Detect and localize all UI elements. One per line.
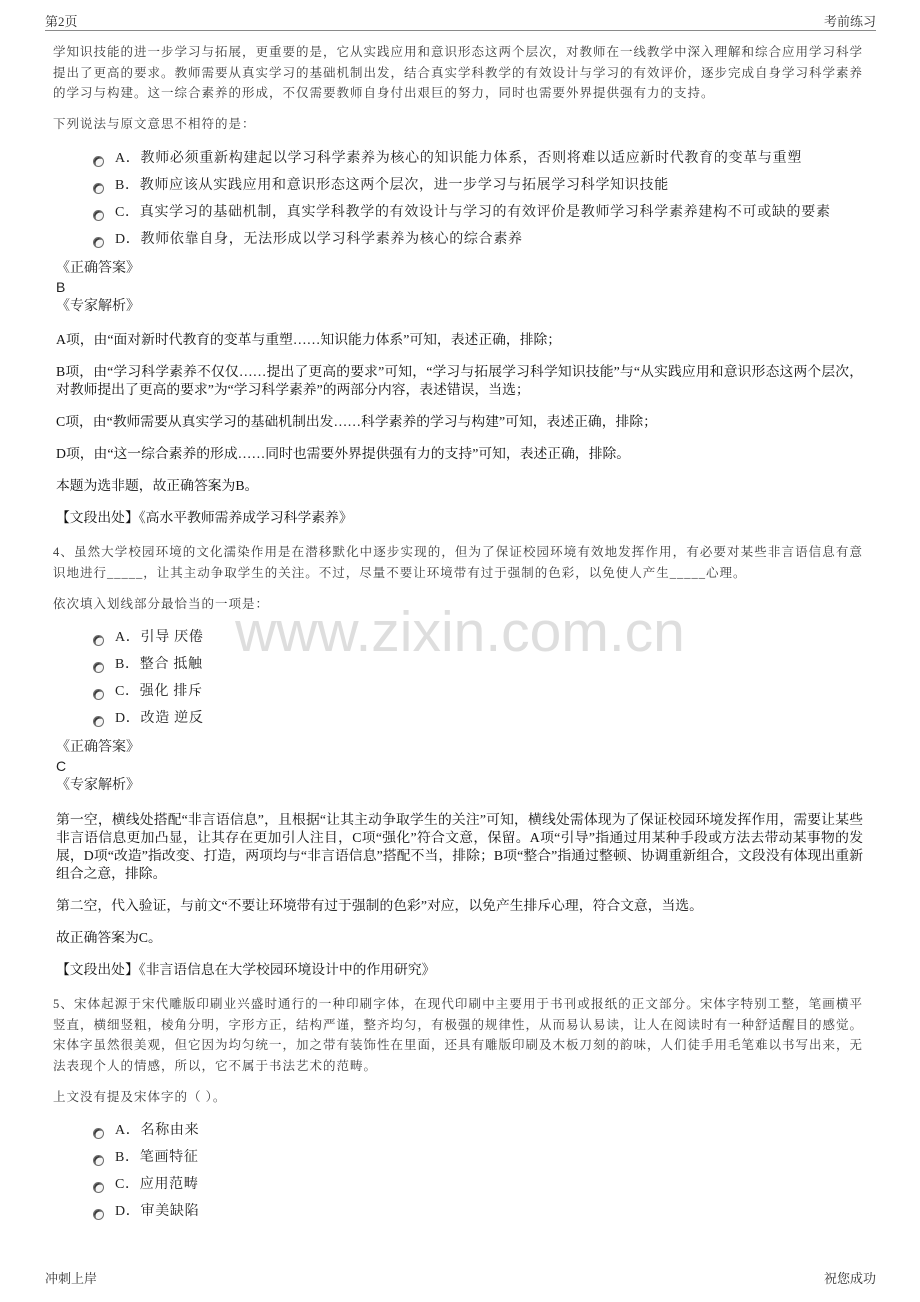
analysis-conclusion: 本题为选非题，故正确答案为B。 [56,478,259,494]
option-list [53,1117,863,1225]
radio-button[interactable] [93,237,104,248]
option-c[interactable] [93,678,863,705]
question-stem: 学知识技能的进一步学习与拓展，更重要的是，它从实践应用和意识形态这两个层次，对教师在一线教学中深入理解和综合应用学习科学提出了更高的要求。教师需要从真实学习的基础机制出发，结合真实学科教学的有效设计与学习的有效评价，逐步完成自身学习科学素养的学习与构建。这一综合素养的形成，不仅需要教师自身付出艰巨的努力，同时也需要外界提供强有力的支持。 [53,45,864,101]
option-text: 名称由来 [140,1123,200,1139]
page-footer [45,1270,876,1287]
question-stem: 4、虽然大学校园环境的文化濡染作用是在潜移默化中逐步实现的，但为了保证校园环境有效地发挥作用，有必要对某些非言语信息有意识地进行_____，让其主动争取学生的关注。不过，尽量不要让环境带有过于强制的色彩，以免使人产生_____心理。 [53,545,863,580]
option-text: 笔画特征 [139,1150,199,1166]
option-letter: B． [115,177,140,193]
radio-button[interactable] [93,662,104,673]
option-text: 教师必须重新构建起以学习科学素养为核心的知识能力体系，否则将难以适应新时代教育的变革与重塑 [140,150,803,166]
question-continued [53,42,863,527]
radio-button[interactable] [93,1128,104,1139]
analysis-paragraph: C项，由“教师需要从真实学习的基础机制出发……科学素养的学习与构建”可知，表述正确，排除； [56,414,657,430]
analysis-paragraph: A项，由“面对新时代教育的变革与重塑……知识能力体系”可知，表述正确，排除； [56,332,562,348]
source-label: 【文段出处】 [56,510,139,526]
option-text: 改造 逆反 [140,711,204,727]
option-letter: B． [115,1150,140,1166]
option-text: 引导 厌倦 [140,630,204,646]
question-prompt: 下列说法与原文意思不相符的是： [53,117,256,132]
radio-button[interactable] [93,689,104,700]
option-a[interactable] [93,145,863,172]
radio-button[interactable] [93,1209,104,1220]
analysis-conclusion: 故正确答案为C。 [56,929,162,945]
analysis-label: 《专家解析》 [56,298,140,314]
radio-button[interactable] [93,210,104,221]
option-d[interactable] [93,226,863,253]
footer-left-text: 冲刺上岸 [45,1271,98,1286]
answer-block [53,259,863,316]
analysis-paragraph: D项，由“这一综合素养的形成……同时也需要外界提供强有力的支持”可知，表述正确，排除。 [56,446,631,462]
option-text: 教师应该从实践应用和意识形态这两个层次，进一步学习与拓展学习科学知识技能 [139,177,669,193]
expert-analysis [53,331,863,527]
analysis-label: 《专家解析》 [56,778,140,794]
correct-answer: B [56,278,66,295]
option-letter: C． [115,204,140,220]
option-d[interactable] [93,705,863,732]
analysis-paragraph: 第一空，横线处搭配“非言语信息”，且根据“让其主动争取学生的关注”可知，横线处需体现为了保证校园环境发挥作用，需要让某些非言语信息更加凸显，让其存在更加引人注目，C项“强化”符合文意，保留。A项“引导”指通过用某种手段或方法去带动某事物的发展，D项“改造”指改变、打造，两项均与“非言语信息”搭配不当，排除；B项“整合”指通过整顿、协调重新组合，文段没有体现出重新组合之意，排除。 [56,811,863,881]
question-5 [53,994,863,1225]
question-prompt: 上文没有提及宋体字的（ ）。 [53,1089,227,1104]
radio-button[interactable] [93,1182,104,1193]
header-title: 考前练习 [823,14,876,29]
option-b[interactable] [93,172,863,199]
analysis-paragraph: B项，由“学习科学素养不仅仅……提出了更高的要求”可知，“学习与拓展学习科学知识技能”与“从实践应用和意识形态这两个层次，对教师提出了更高的要求”为“学习科学素养”的两部分内容，表述错误，当选； [56,364,863,398]
option-letter: D． [115,231,141,247]
radio-button[interactable] [93,156,104,167]
radio-button[interactable] [93,635,104,646]
radio-button[interactable] [93,716,104,727]
option-c[interactable] [93,199,863,226]
option-c[interactable] [93,1171,863,1198]
question-stem: 5、宋体起源于宋代雕版印刷业兴盛时通行的一种印刷字体，在现代印刷中主要用于书刊或报纸的正文部分。宋体字特别工整，笔画横平竖直，横细竖粗，棱角分明，字形方正，结构严谨，整齐均匀，有极强的规律性，从而易认易读，让人在阅读时有一种舒适醒目的感觉。宋体字虽然很美观，但它因为均匀统一，加之带有装饰性在里面，还具有雕版印刷及木板刀刻的韵味，人们徒手用毛笔难以书写出来，无法表现个人的情感，所以，它不属于书法艺术的范畴。 [53,996,864,1073]
correct-answer: C [56,758,67,775]
answer-label: 《正确答案》 [56,260,140,276]
option-text: 审美缺陷 [140,1204,200,1220]
option-text: 整合 抵触 [139,657,203,673]
page-header [45,13,876,31]
footer-right-text: 祝您成功 [823,1271,876,1286]
answer-block [53,738,863,795]
radio-button[interactable] [93,183,104,194]
option-b[interactable] [93,651,863,678]
option-letter: C． [115,1177,140,1193]
answer-label: 《正确答案》 [56,740,140,756]
source-title: 《高水平教师需养成学习科学素养》 [138,510,353,526]
option-letter: A． [115,1123,141,1139]
option-letter: A． [115,630,141,646]
option-letter: A． [115,150,141,166]
source-label: 【文段出处】 [56,961,139,977]
page-content [53,42,863,1225]
source-line [56,509,863,527]
option-list [53,624,863,732]
source-line [56,961,863,979]
option-text: 强化 排斥 [139,684,203,700]
option-text: 真实学习的基础机制，真实学科教学的有效设计与学习的有效评价是教师学习科学素养建构不可或缺的要素 [139,204,831,220]
option-text: 应用范畴 [139,1177,199,1193]
option-a[interactable] [93,1117,863,1144]
option-text: 教师依靠自身，无法形成以学习科学素养为核心的综合素养 [140,231,523,247]
option-d[interactable] [93,1198,863,1225]
watermark: www.zixin.com.cn [235,600,685,664]
radio-button[interactable] [93,1155,104,1166]
option-letter: D． [115,1204,141,1220]
option-a[interactable] [93,624,863,651]
question-prompt: 依次填入划线部分最恰当的一项是： [53,596,270,611]
option-b[interactable] [93,1144,863,1171]
question-4 [53,542,863,979]
option-list [53,145,863,253]
option-letter: C． [115,684,140,700]
source-title: 《非言语信息在大学校园环境设计中的作用研究》 [138,961,436,977]
page-number: 第2页 [45,14,78,29]
expert-analysis [53,811,863,979]
option-letter: D． [115,711,141,727]
option-letter: B． [115,657,140,673]
analysis-paragraph: 第二空，代入验证，与前文“不要让环境带有过于强制的色彩”对应，以免产生排斥心理，符合文意，当选。 [56,897,703,913]
